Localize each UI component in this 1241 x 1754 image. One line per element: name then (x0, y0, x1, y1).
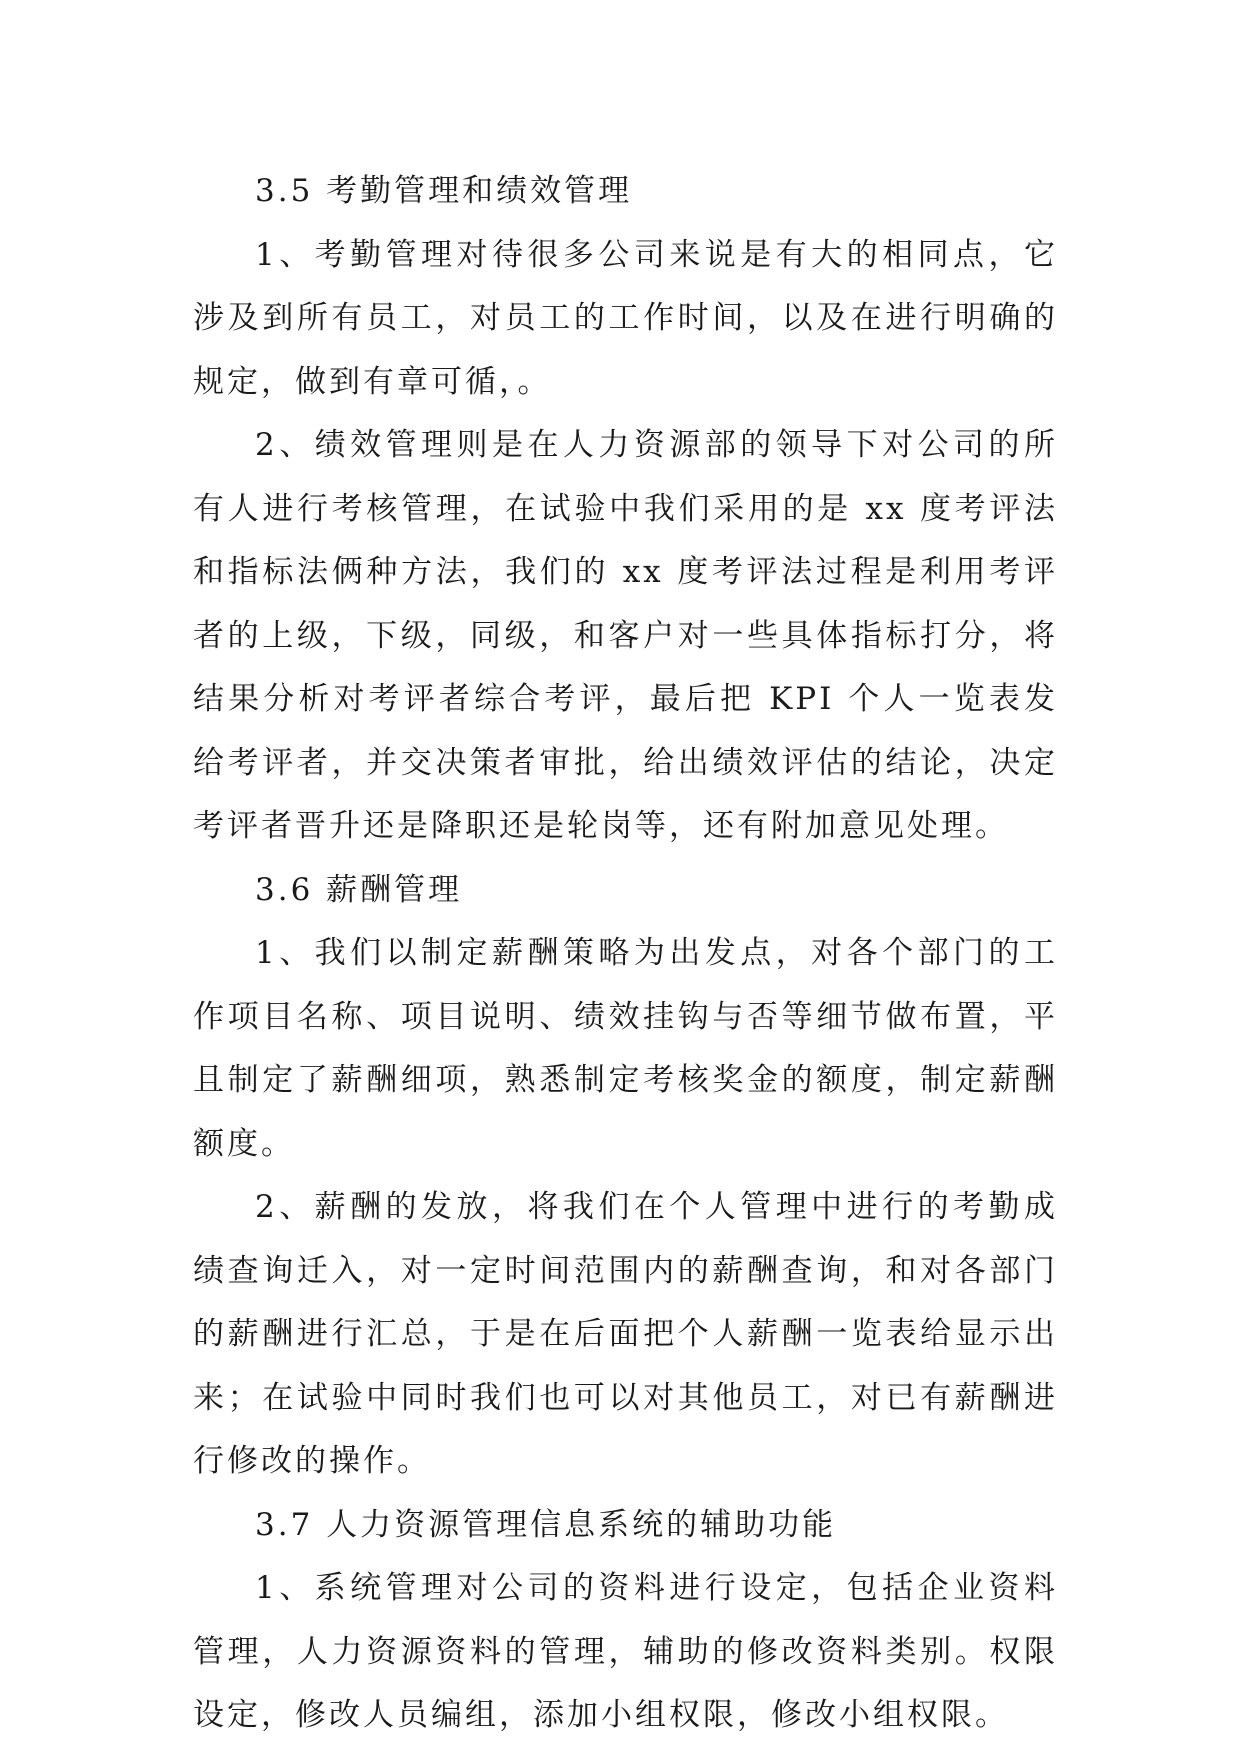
section-heading-3-5: 3.5 考勤管理和绩效管理 (255, 173, 633, 209)
paragraph-performance: 2、绩效管理则是在人力资源部的领导下对公司的所有人进行考核管理，在试验中我们采用的是 xx 度考评法和指标法俩种方法，我们的 xx 度考评法过程是利用考评者的上级，下级，同级，和客户对一些具体指标打分，将结果分析对考评者综合考评，最后把 KPI 个人一览表发给考评者，并交决策者审批，给出绩效评估的结论，决定考评者晋升还是降职还是轮岗等，还有附加意见处理。 (193, 427, 1058, 844)
section-heading-3-7: 3.7 人力资源管理信息系统的辅助功能 (255, 1506, 837, 1543)
document-page (193, 160, 1058, 1748)
section-heading-3-6: 3.6 薪酬管理 (255, 871, 463, 908)
paragraph-salary-strategy: 1、我们以制定薪酬策略为出发点，对各个部门的工作项目名称、项目说明、绩效挂钩与否等细节做布置，平且制定了薪酬细项，熟悉制定考核奖金的额度，制定薪酬额度。 (193, 935, 1058, 1162)
paragraph-system-management: 1、系统管理对公司的资料进行设定，包括企业资料管理，人力资源资料的管理，辅助的修改资料类别。权限设定，修改人员编组，添加小组权限，修改小组权限。 (193, 1570, 1058, 1733)
paragraph-attendance: 1、考勤管理对待很多公司来说是有大的相同点，它涉及到所有员工，对员工的工作时间，以及在进行明确的规定，做到有章可循，。 (193, 236, 1058, 400)
paragraph-salary-payment: 2、薪酬的发放，将我们在个人管理中进行的考勤成绩查询迁入，对一定时间范围内的薪酬查询，和对各部门的薪酬进行汇总，于是在后面把个人薪酬一览表给显示出来；在试验中同时我们也可以对其他员工，对已有薪酬进行修改的操作。 (193, 1189, 1058, 1479)
